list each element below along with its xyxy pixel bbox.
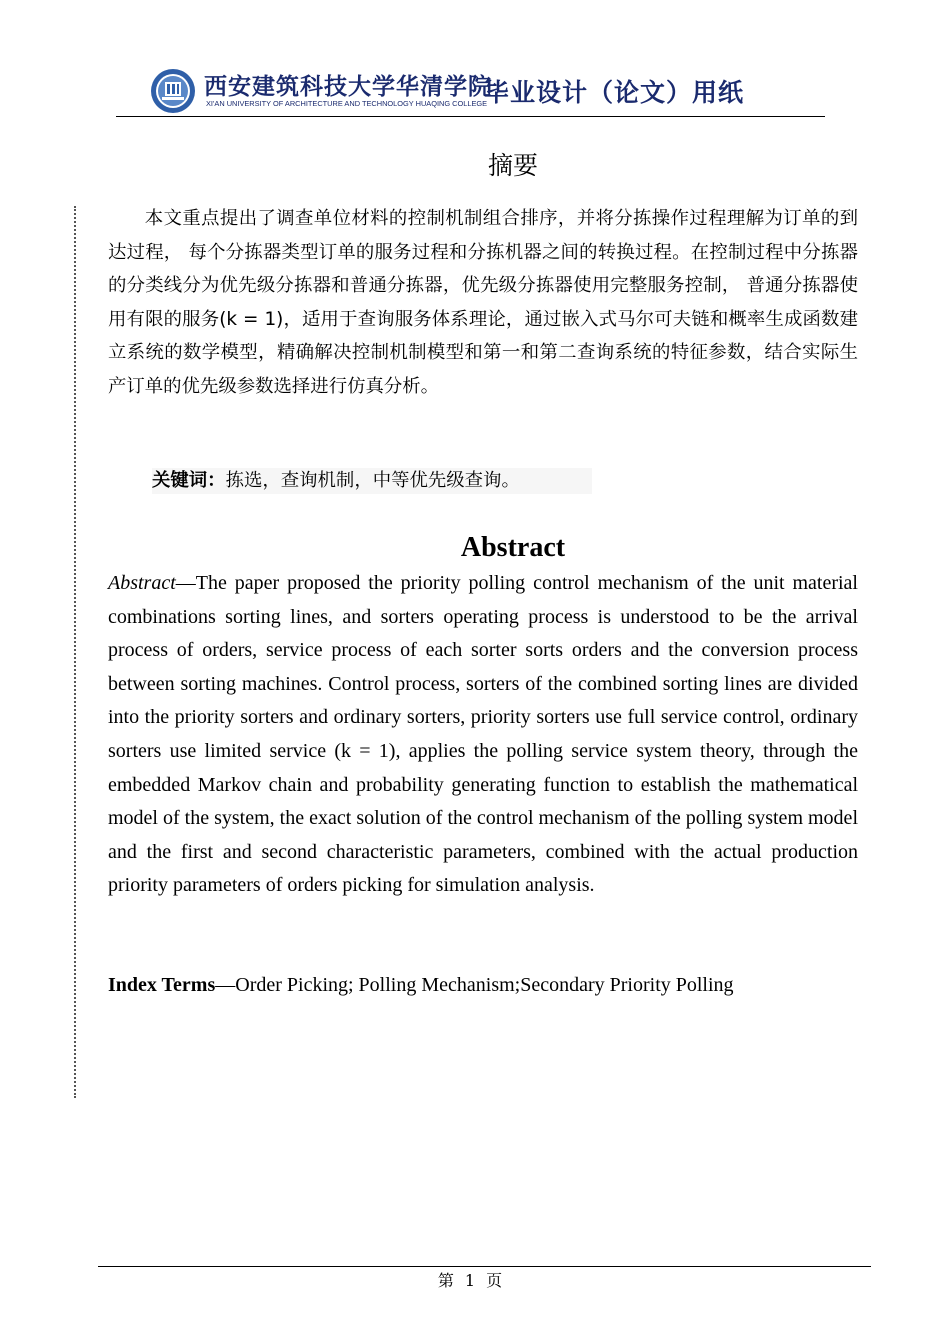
- chinese-abstract-title: 摘要: [487, 151, 538, 180]
- footer-rule: [98, 1266, 871, 1267]
- index-terms: [108, 970, 734, 1000]
- english-abstract-lead: Abstract: [108, 572, 176, 594]
- school-emblem-icon: [150, 68, 196, 114]
- english-abstract-body: [108, 567, 858, 903]
- english-abstract-title: Abstract: [460, 532, 566, 563]
- school-name-cn: 西安建筑科技大学华清学院: [204, 73, 492, 100]
- school-name-en: XI'AN UNIVERSITY OF ARCHITECTURE AND TECHNOLOGY HUAQING COLLEGE: [206, 99, 488, 108]
- chinese-keywords-text: 拣选，查询机制，中等优先级查询。: [225, 470, 520, 491]
- chinese-keywords-label: 关键词：: [152, 470, 226, 491]
- english-abstract-text: —The paper proposed the priority polling control mechanism of the unit material combinations sorting lines, and sorters operating process is understood to be the arrival process of orders, service process of each sorter sorts orders and the conversion process between sorting machines. Control process, sorters of the combined sorting lines are divided into the priority sorters and ordinary sorters, priority sorters use full service control, ordinary sorters use limited service (k = 1), applies the polling service system theory, through the embedded Markov chain and probability generating function to establish the mathematical model of the system, the exact solution of the control mechanism of the polling system model and the first and second characteristic parameters, combined with the actual production priority parameters of orders picking for simulation analysis.: [108, 572, 858, 897]
- index-terms-label: Index Terms: [108, 974, 216, 996]
- document-type-title: 毕业设计（论文）用纸: [484, 78, 745, 107]
- page-header: [150, 66, 830, 116]
- index-terms-text: —Order Picking; Polling Mechanism;Secondary Priority Polling: [215, 974, 734, 996]
- chinese-keywords: [152, 468, 592, 494]
- header-rule: [116, 116, 825, 117]
- page-number: 第 1 页: [437, 1271, 503, 1290]
- chinese-abstract-body: 本文重点提出了调查单位材料的控制机制组合排序，并将分拣操作过程理解为订单的到达过程， 每个分拣器类型订单的服务过程和分拣机器之间的转换过程。在控制过程中分拣器的分类线分为优先级分拣器和普通分拣器，优先级分拣器使用完整服务控制， 普通分拣器使用有限的服务(k = 1)，适用于查询服务体系理论，通过嵌入式马尔可夫链和概率生成函数建立系统的数学模型，精确解决控制机制模型和第一和第二查询系统的特征参数，结合实际生产订单的优先级参数选择进行仿真分析。: [108, 208, 858, 397]
- binding-margin-line: [74, 206, 76, 1098]
